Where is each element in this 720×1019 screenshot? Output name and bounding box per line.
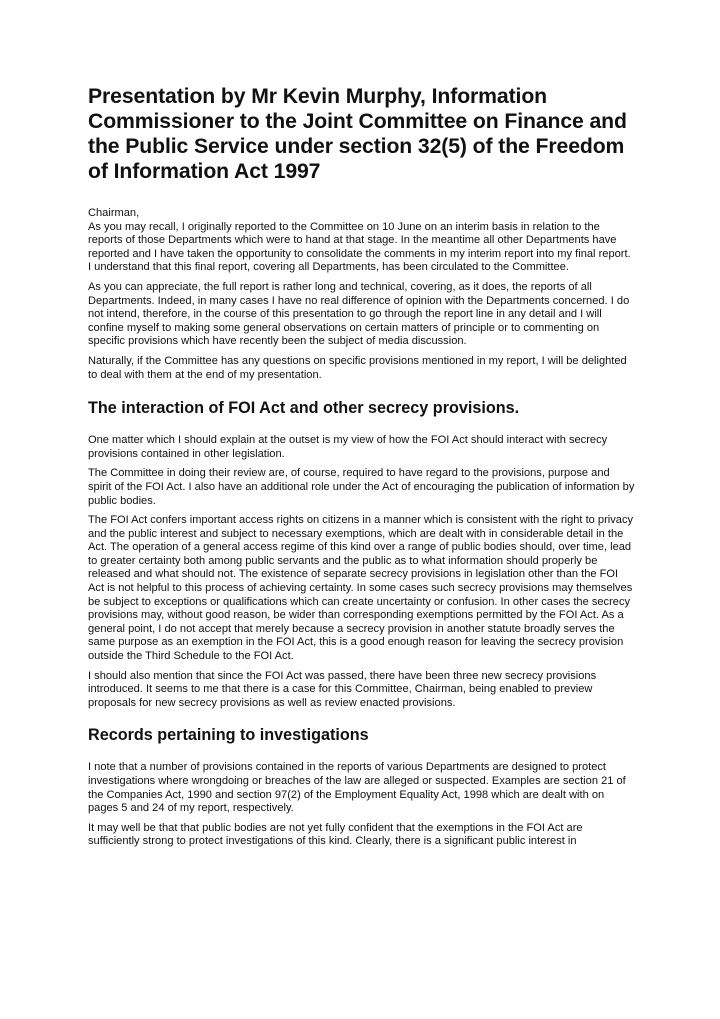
salutation: Chairman,: [88, 207, 140, 219]
intro-paragraph: As you can appreciate, the full report is rather long and technical, covering, as it does, the reports of all Departments. Indeed, in many cases I have no real difference of opinion with the Departments concerned. I do not intend, therefore, in the course of this presentation to go through the report line in any detail and I will confine myself to making some general observations on certain matters of principle or to commenting on specific provisions which have recently been the subject of media discussion.: [88, 280, 630, 348]
document-title: Presentation by Mr Kevin Murphy, Information Commissioner to the Joint Committee on Finance and the Public Service under section 32(5) of the Freedom of Information Act 1997: [88, 85, 627, 183]
section-heading: Records pertaining to investigations: [88, 726, 369, 745]
document-page: [88, 84, 636, 855]
intro-paragraph: [88, 207, 636, 275]
section-paragraph: It may well be that that public bodies are not yet fully confident that the exemptions in the FOI Act are sufficiently strong to protect investigations of this kind. Clearly, there is a significant public interest in: [88, 821, 583, 848]
section-heading: The interaction of FOI Act and other secrecy provisions.: [88, 399, 520, 418]
intro-paragraph: Naturally, if the Committee has any questions on specific provisions mentioned in my report, I will be delighted to deal with them at the end of my presentation.: [88, 354, 627, 381]
intro-paragraph-text: As you may recall, I originally reported to the Committee on 10 June on an interim basis in relation to the reports of those Departments which were to hand at that stage. In the meantime all other Departments have reported and I have taken the opportunity to consolidate the comments in my interim report into my final report. I understand that this final report, covering all Departments, has been circulated to the Committee.: [88, 220, 631, 274]
section-paragraph: The Committee in doing their review are, of course, required to have regard to the provisions, purpose and spirit of the FOI Act. I also have an additional role under the Act of encouraging the publication of information by public bodies.: [88, 467, 635, 507]
section-paragraph: I note that a number of provisions contained in the reports of various Departments are designed to protect investigations where wrongdoing or breaches of the law are alleged or suspected. Examples are section 21 of the Companies Act, 1990 and section 97(2) of the Employment Equality Act, 1998 which are dealt with on pages 5 and 24 of my report, respectively.: [88, 761, 626, 815]
section-paragraph: I should also mention that since the FOI Act was passed, there have been three new secrecy provisions introduced. It seems to me that there is a case for this Committee, Chairman, being enabled to preview proposals for new secrecy provisions as well as review enacted provisions.: [88, 669, 597, 709]
section-paragraph: The FOI Act confers important access rights on citizens in a manner which is consistent with the right to privacy and the public interest and subject to necessary exemptions, which are dealt with in considerable detail in the Act. The operation of a general access regime of this kind over a range of public bodies should, over time, lead to greater certainty both among public servants and the public as to what information should properly be released and what should not. The existence of separate secrecy provisions in legislation other than the FOI Act is not helpful to this process of achieving certainty. In some cases such secrecy provisions may themselves be subject to exceptions or qualifications which can create uncertainty or confusion. In other cases the secrecy provisions may, without good reason, be wider than corresponding exemptions permitted by the FOI Act. As a general point, I do not accept that merely because a secrecy provision in another statute broadly serves the same purpose as an exemption in the FOI Act, this is a good enough reason for leaving the secrecy provision outside the Third Schedule to the FOI Act.: [88, 514, 634, 663]
section-paragraph: One matter which I should explain at the outset is my view of how the FOI Act should interact with secrecy provisions contained in other legislation.: [88, 434, 608, 460]
